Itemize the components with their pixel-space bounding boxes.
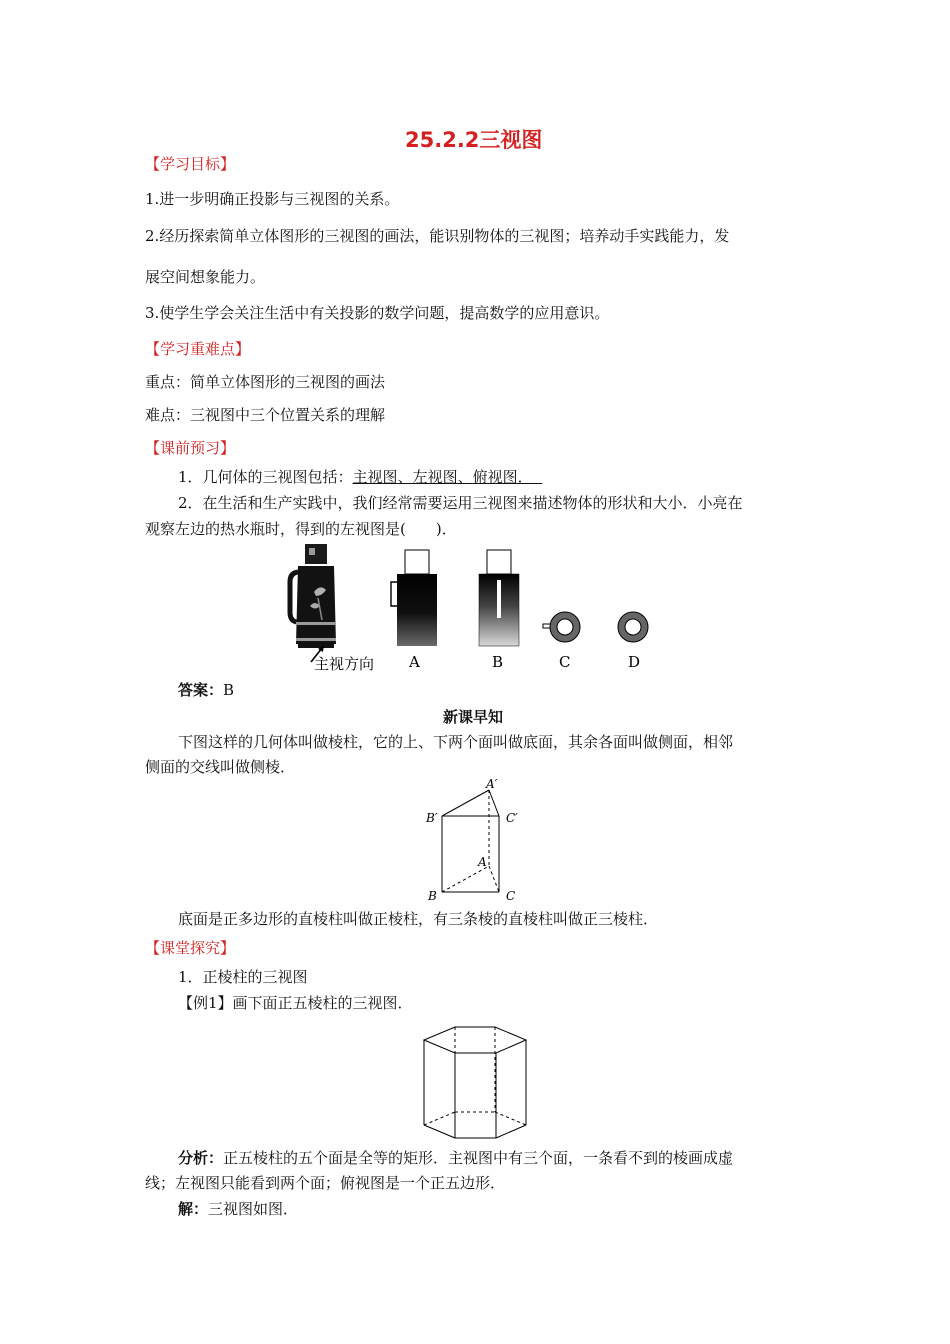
page-title: 25.2.2三视图 (405, 128, 543, 152)
new-lesson-heading: 新课早知 (443, 708, 504, 726)
option-b-label: B (492, 653, 504, 671)
answer-front-view: 主视图 (352, 468, 398, 486)
vertex-b-label: B (428, 889, 437, 903)
vertex-b1-label: B′ (426, 811, 438, 825)
analysis-label: 分析： (178, 1149, 224, 1167)
thermos-figure (280, 540, 660, 680)
direction-label: 主视方向 (314, 655, 375, 673)
triangular-prism-figure (420, 778, 530, 906)
answer-sep-1: 、 (397, 468, 413, 486)
answer-underline-tail (533, 468, 543, 486)
example-1: 【例1】画下面正五棱柱的三视图． (178, 994, 413, 1012)
keypoints-heading: 【学习重难点】 (145, 340, 251, 358)
analysis-text-1: 正五棱柱的五个面是全等的矩形．主视图中有三个面，一条看不到的棱画成虚 (223, 1149, 734, 1167)
analysis-line1 (178, 1147, 733, 1168)
goals-heading: 【学习目标】 (145, 155, 236, 173)
solution-text: 三视图如图． (208, 1200, 299, 1218)
question-1 (178, 466, 542, 487)
regular-prism-def: 底面是正多边形的直棱柱叫做正棱柱，有三条棱的直棱柱叫做正三棱柱． (178, 910, 659, 928)
explore-heading: 【课堂探究】 (145, 939, 236, 957)
goal-3: 3.使学生学会关注生活中有关投影的数学问题，提高数学的应用意识。 (145, 304, 610, 322)
goal-2-line2: 展空间想象能力。 (145, 268, 266, 286)
pentagonal-prism-figure (418, 1015, 538, 1150)
answer-sep-2: 、 (457, 468, 473, 486)
option-d-view (618, 612, 648, 642)
answer-top-view: 俯视图． (472, 468, 533, 486)
prism-def-line1: 下图这样的几何体叫做棱柱，它的上、下两个面叫做底面，其余各面叫做侧面，相邻 (178, 733, 734, 751)
question-1-prefix: 1．几何体的三视图包括： (178, 468, 353, 486)
answer-line (178, 679, 234, 700)
answer-label: 答案： (178, 681, 224, 699)
option-c-label: C (559, 653, 571, 671)
option-b-view (479, 550, 519, 646)
hard-point: 难点：三视图中三个位置关系的理解 (145, 406, 386, 424)
option-a-label: A (409, 653, 420, 671)
vertex-a-label: A (478, 855, 487, 869)
vertex-c-label: C (506, 889, 516, 903)
key-point: 重点：简单立体图形的三视图的画法 (145, 373, 386, 391)
option-d-label: D (628, 653, 641, 671)
prism-def-line2: 侧面的交线叫做侧棱． (145, 758, 296, 776)
analysis-line2: 线；左视图只能看到两个面；俯视图是一个正五边形． (145, 1174, 506, 1192)
solution-label: 解： (178, 1200, 209, 1218)
answer-left-view: 左视图 (412, 468, 458, 486)
question-2-line2: 观察左边的热水瓶时，得到的左视图是( )． (145, 520, 457, 538)
preview-heading: 【课前预习】 (145, 439, 236, 457)
explore-item-1: 1．正棱柱的三视图 (178, 968, 308, 986)
thermos-photo (290, 544, 336, 648)
goal-1: 1.进一步明确正投影与三视图的关系。 (145, 190, 400, 208)
option-a-view (391, 550, 437, 646)
vertex-c1-label: C′ (506, 811, 518, 825)
vertex-a1-label: A′ (486, 777, 498, 791)
goal-2-line1: 2.经历探索简单立体图形的三视图的画法，能识别物体的三视图；培养动手实践能力，发 (145, 227, 730, 245)
answer-value: B (223, 681, 235, 699)
solution-line (178, 1198, 298, 1219)
option-c-view (543, 612, 580, 642)
question-2-line1: 2．在生活和生产实践中，我们经常需要运用三视图来描述物体的形状和大小．小亮在 (178, 494, 743, 512)
